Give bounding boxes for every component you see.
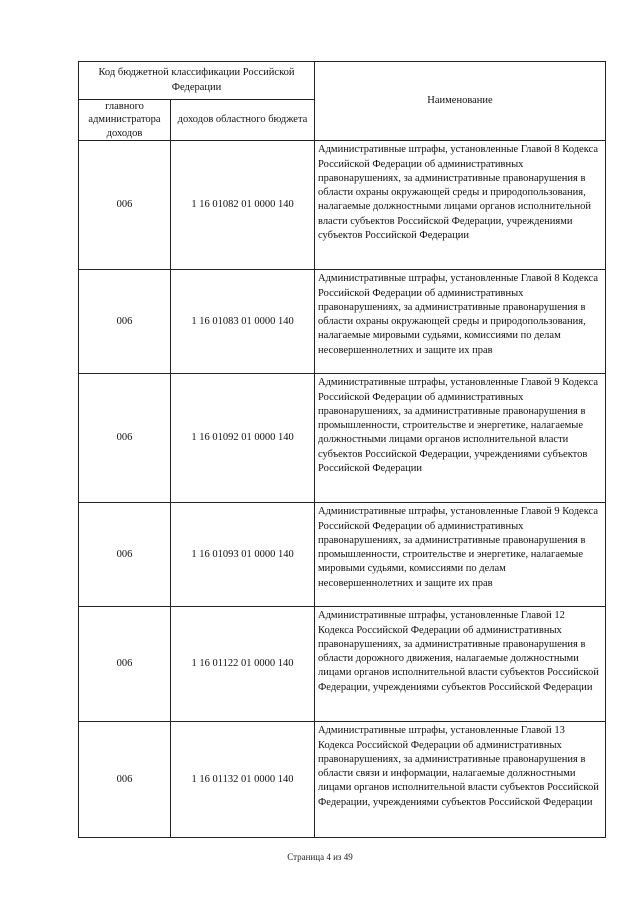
header-name: Наименование [315, 62, 606, 141]
table-row [79, 270, 606, 374]
header-code-group: Код бюджетной классификации Российской Федерации [79, 62, 315, 100]
income-code-cell: 1 16 01122 01 0000 140 [171, 607, 315, 722]
income-code-cell: 1 16 01082 01 0000 140 [171, 141, 315, 270]
name-cell: Административные штрафы, установленные Главой 8 Кодекса Российской Федерации об административных правонарушениях, за административные правонарушения в области охраны окружающей среды и природопользования, налагаемые мировыми судьями, комиссиями по делам несовершеннолетних и защите их прав [315, 270, 606, 374]
table-row [79, 722, 606, 838]
header-admin-code: главного администратора доходов [79, 100, 171, 141]
admin-code-cell: 006 [79, 607, 171, 722]
admin-code-cell: 006 [79, 270, 171, 374]
budget-classification-table-wrapper [78, 61, 605, 838]
table-row [79, 141, 606, 270]
name-cell: Административные штрафы, установленные Главой 9 Кодекса Российской Федерации об административных правонарушениях, за административные правонарушения в промышленности, строительстве и энергетике, налагаемые мировыми судьями, комиссиями по делам несовершеннолетних и защите их прав [315, 503, 606, 607]
page-number: Страница 4 из 49 [287, 852, 353, 862]
admin-code-cell: 006 [79, 374, 171, 503]
name-cell: Административные штрафы, установленные Главой 13 Кодекса Российской Федерации об административных правонарушениях, за административные правонарушения в области связи и информации, налагаемые должностными лицами органов исполнительной власти субъектов Российской Федерации, учреждениями субъектов Российской Федерации [315, 722, 606, 838]
table-header [79, 62, 606, 141]
table-row [79, 374, 606, 503]
budget-classification-table [78, 61, 606, 838]
table-row [79, 503, 606, 607]
table-body [79, 141, 606, 838]
name-cell: Административные штрафы, установленные Главой 9 Кодекса Российской Федерации об административных правонарушениях, за административные правонарушения в промышленности, строительстве и энергетике, налагаемые должностными лицами органов исполнительной власти субъектов Российской Федерации, учреждениями субъектов Российской Федерации [315, 374, 606, 503]
income-code-cell: 1 16 01132 01 0000 140 [171, 722, 315, 838]
name-cell: Административные штрафы, установленные Главой 8 Кодекса Российской Федерации об административных правонарушениях, за административные правонарушения в области охраны окружающей среды и природопользования, налагаемые должностными лицами органов исполнительной власти субъектов Российской Федерации, учреждениями субъектов Российской Федерации [315, 141, 606, 270]
income-code-cell: 1 16 01083 01 0000 140 [171, 270, 315, 374]
table-row [79, 607, 606, 722]
admin-code-cell: 006 [79, 141, 171, 270]
income-code-cell: 1 16 01093 01 0000 140 [171, 503, 315, 607]
admin-code-cell: 006 [79, 503, 171, 607]
name-cell: Административные штрафы, установленные Главой 12 Кодекса Российской Федерации об административных правонарушениях, за административные правонарушения в области дорожного движения, налагаемые должностными лицами органов исполнительной власти субъектов Российской Федерации, учреждениями субъектов Российской Федерации [315, 607, 606, 722]
income-code-cell: 1 16 01092 01 0000 140 [171, 374, 315, 503]
admin-code-cell: 006 [79, 722, 171, 838]
header-income-code: доходов областного бюджета [171, 100, 315, 141]
